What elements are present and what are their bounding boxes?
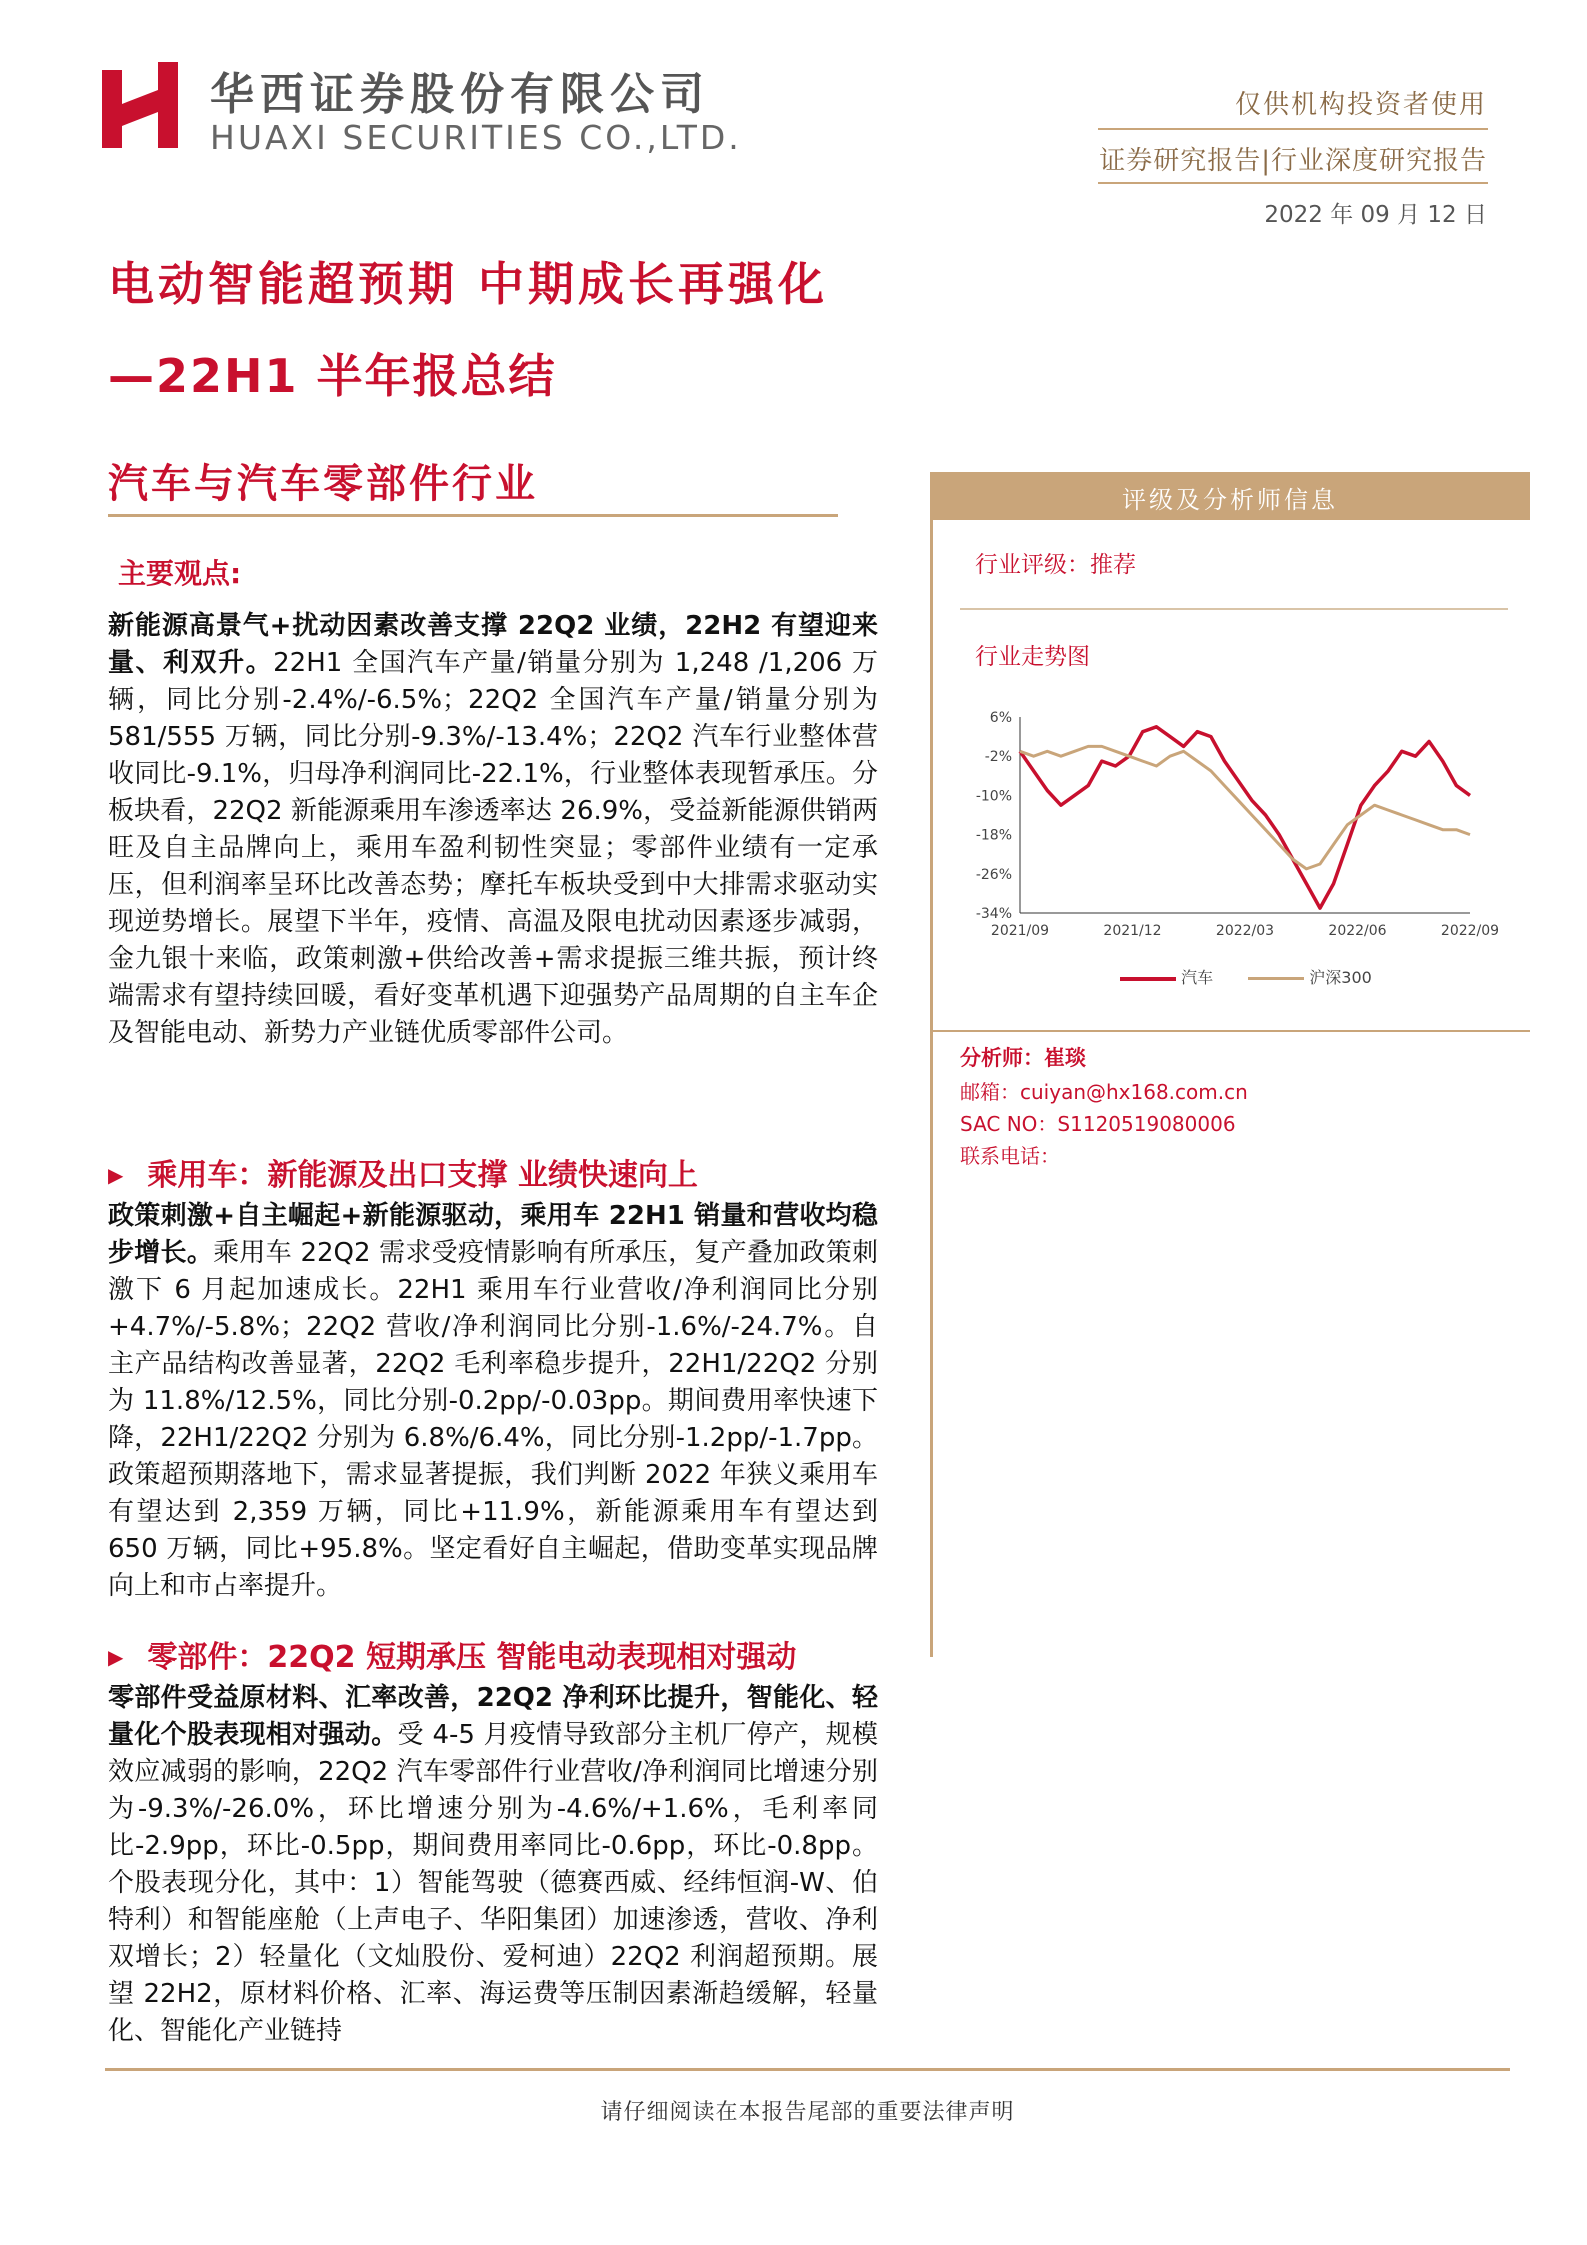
report-title: 电动智能超预期 中期成长再强化 — [108, 257, 829, 311]
legend-label-hs300: 沪深300 — [1309, 968, 1372, 987]
section-parts-paragraph — [108, 1680, 878, 2050]
report-subtitle: —22H1 半年报总结 — [108, 349, 557, 403]
analyst-phone: 联系电话： — [960, 1144, 1060, 1168]
summary-heading: 主要观点: — [118, 557, 242, 590]
chart-x-tick-label: 2022/09 — [1440, 923, 1500, 939]
legend-swatch-hs300 — [1248, 977, 1304, 980]
chart-y-tick-label: -26% — [975, 866, 1012, 883]
chart-y-tick-label: -34% — [975, 906, 1012, 922]
summary-bold-lead: 新能源高景气+扰动因素改善支撑 22Q2 业绩，22H2 有望迎来量、利双升。 — [108, 611, 878, 678]
rating-label: 行业评级： — [975, 552, 1090, 578]
chart-series-line-auto — [1020, 727, 1470, 908]
section-passenger-title: 乘用车：新能源及出口支撑 业绩快速向上 — [147, 1158, 698, 1193]
chart-x-tick-label: 2022/03 — [1215, 923, 1275, 939]
triangle-bullet-icon: ▶ — [108, 1645, 124, 1669]
industry-rating — [975, 546, 1136, 579]
legend-swatch-auto — [1120, 977, 1176, 981]
header-divider — [1098, 128, 1488, 130]
audience-label: 仅供机构投资者使用 — [1234, 90, 1487, 120]
section-passenger-heading — [108, 1150, 698, 1194]
analyst-label: 分析师： — [960, 1046, 1044, 1070]
industry-underline — [108, 514, 838, 517]
analyst-line — [960, 1042, 1086, 1072]
legend-label-auto: 汽车 — [1181, 968, 1214, 987]
chart-y-tick-label: -18% — [975, 827, 1012, 844]
chart-x-tick-label: 2021/12 — [1103, 923, 1162, 939]
rating-value: 推荐 — [1090, 552, 1136, 578]
chart-legend — [1120, 965, 1372, 988]
triangle-bullet-icon: ▶ — [108, 1163, 124, 1187]
parts-bold-lead: 零部件受益原材料、汇率改善，22Q2 净利环比提升，智能化、轻量化个股表现相对强动。 — [108, 1683, 878, 1750]
trend-chart — [950, 695, 1530, 995]
section-parts-title: 零部件：22Q2 短期承压 智能电动表现相对强动 — [147, 1640, 797, 1675]
panel-divider-2 — [930, 1030, 1530, 1032]
parts-text: 受 4-5 月疫情导致部分主机厂停产，规模效应减弱的影响，22Q2 汽车零部件行业营收/净利润同比增速分别为-9.3%/-26.0%，环比增速分别为-4.6%/+1.6%，毛利率同比-2.9pp，环比-0.5pp，期间费用率同比-0.6pp，环比-0.8pp。个股表现分化，其中：1）智能驾驶（德赛西威、经纬恒润-W、伯特利）和智能座舱（上声电子、华阳集团）加速渗透，营收、净利双增长；2）轻量化（文灿股份、爱柯迪）22Q2 利润超预期。展望 22H2，原材料价格、汇率、海运费等压制因素渐趋缓解，轻量化、智能化产业链持 — [108, 1720, 878, 2046]
section-parts-heading — [108, 1632, 796, 1676]
passenger-text: 乘用车 22Q2 需求受疫情影响有所承压，复产叠加政策刺激下 6 月起加速成长。22H1 乘用车行业营收/净利润同比分别+4.7%/-5.8%；22Q2 营收/净利润同比分别-1.6%/-24.7%。自主产品结构改善显著，22Q2 毛利率稳步提升，22H1/22Q2 分别为 11.8%/12.5%，同比分别-0.2pp/-0.03pp。期间费用率快速下降，22H1/22Q2 分别为 6.8%/6.4%，同比分别-1.2pp/-1.7pp。政策超预期落地下，需求显著提振，我们判断 2022 年狭义乘用车有望达到 2,359 万辆，同比+11.9%，新能源乘用车有望达到 650 万辆，同比+95.8%。坚定看好自主崛起，借助变革实现品牌向上和市占率提升。 — [108, 1238, 878, 1601]
analyst-sac: SAC NO：S1120519080006 — [960, 1112, 1236, 1136]
chart-y-tick-label: -2% — [984, 749, 1012, 766]
analyst-name: 崔琰 — [1044, 1046, 1086, 1070]
panel-border — [930, 472, 933, 1657]
panel-title: 评级及分析师信息 — [1122, 486, 1338, 514]
company-name-en: HUAXI SECURITIES CO.,LTD. — [210, 118, 742, 157]
footer-divider — [105, 2068, 1510, 2071]
summary-paragraph — [108, 608, 878, 1052]
section-passenger-paragraph — [108, 1198, 878, 1605]
analyst-email: 邮箱：cuiyan@hx168.com.cn — [960, 1080, 1248, 1104]
panel-divider — [960, 608, 1508, 610]
trend-chart-title: 行业走势图 — [975, 644, 1090, 670]
summary-text: 22H1 全国汽车产量/销量分别为 1,248 /1,206 万辆，同比分别-2.4%/-6.5%；22Q2 全国汽车产量/销量分别为 581/555 万辆，同比分别-9.3%/-13.4%；22Q2 汽车行业整体营收同比-9.1%，归母净利润同比-22.1%，行业整体表现暂承压。分板块看，22Q2 新能源乘用车渗透率达 26.9%，受益新能源供销两旺及自主品牌向上，乘用车盈利韧性突显；零部件业绩有一定承压，但利润率呈环比改善态势；摩托车板块受到中大排需求驱动实现逆势增长。展望下半年，疫情、高温及限电扰动因素逐步减弱，金九银十来临，政策刺激+供给改善+需求提振三维共振，预计终端需求有望持续回暖，看好变革机遇下迎强势产品周期的自主车企及智能电动、新势力产业链优质零部件公司。 — [108, 648, 878, 1048]
chart-y-tick-label: 6% — [989, 710, 1012, 726]
chart-x-tick-label: 2022/06 — [1328, 923, 1387, 939]
industry-title: 汽车与汽车零部件行业 — [108, 461, 538, 507]
report-date: 2022 年 09 月 12 日 — [1264, 202, 1487, 228]
company-name-cn: 华西证券股份有限公司 — [210, 69, 710, 120]
chart-y-tick-label: -10% — [975, 788, 1012, 805]
chart-x-tick-label: 2021/09 — [990, 923, 1050, 939]
report-type: 证券研究报告|行业深度研究报告 — [1099, 146, 1487, 176]
chart-series-line-hs300 — [1020, 746, 1470, 869]
passenger-bold-lead: 政策刺激+自主崛起+新能源驱动，乘用车 22H1 销量和营收均稳步增长。 — [108, 1201, 878, 1268]
header-divider-2 — [1098, 182, 1488, 184]
legal-notice: 请仔细阅读在本报告尾部的重要法律声明 — [600, 2100, 1015, 2125]
huaxi-logo-icon — [100, 60, 180, 150]
